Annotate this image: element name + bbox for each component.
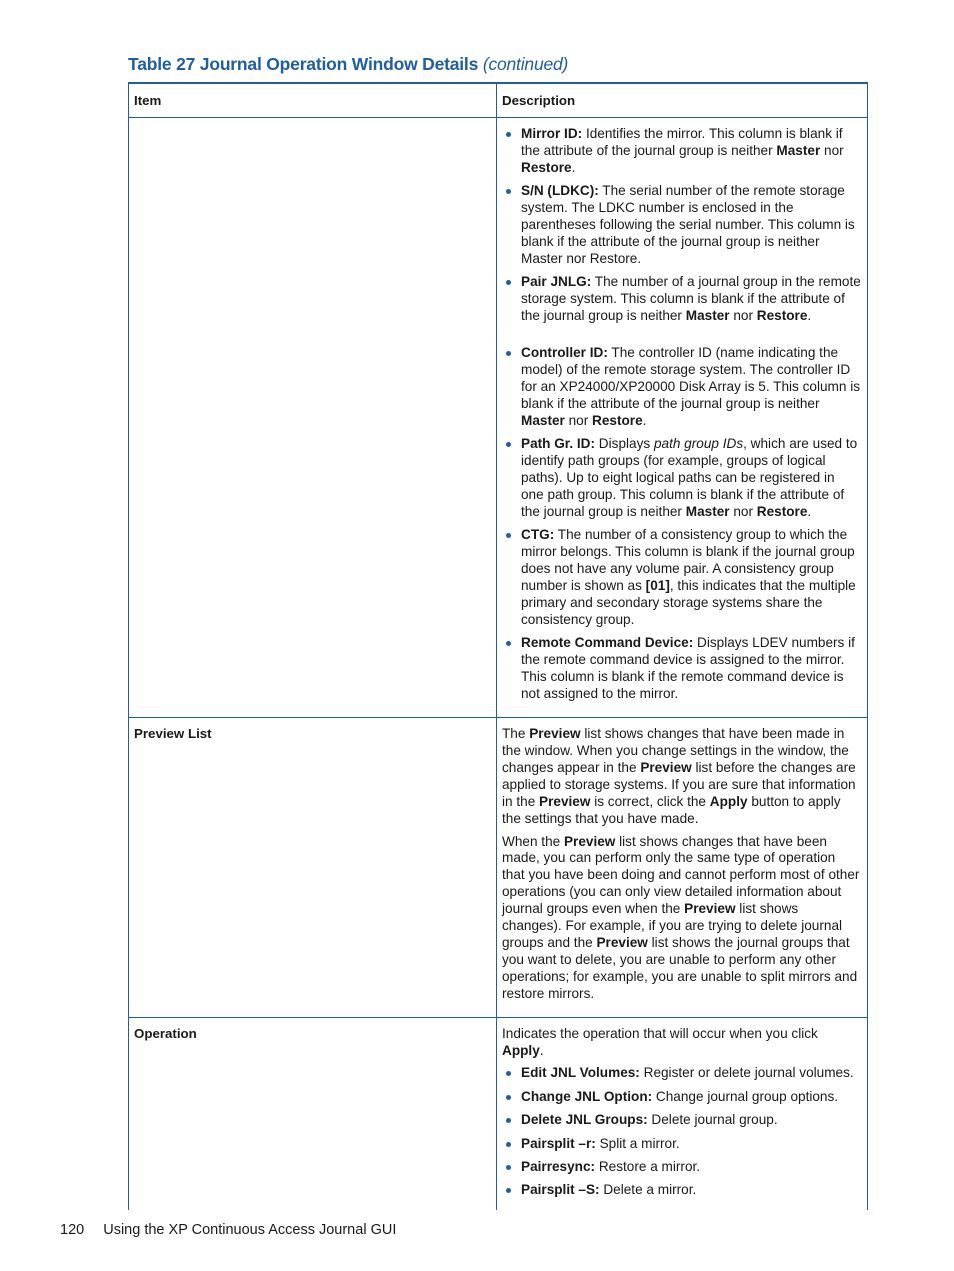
table-row <box>128 118 868 718</box>
list-item-term: Path Gr. ID: <box>521 436 596 451</box>
list-item-term: Pairsplit –S: <box>521 1182 600 1198</box>
list-item-term: Pairresync: <box>521 1159 596 1175</box>
row1-description <box>497 118 868 717</box>
page-number: 120 <box>60 1222 85 1238</box>
list-item: Remote Command Device: Displays LDEV numbers if the remote command device is assigned to the mirror. This column is blank if the remote command device is not assigned to the mirror. <box>502 635 861 703</box>
page-footer <box>60 1222 396 1238</box>
operation-intro: Indicates the operation that will occur when you click Apply. <box>502 1025 818 1058</box>
list-item-term: Edit JNL Volumes: <box>521 1065 640 1081</box>
footer-text: Using the XP Continuous Access Journal GUI <box>103 1222 397 1238</box>
list-item: Delete JNL Groups: Delete journal group. <box>502 1112 861 1129</box>
list-item: Edit JNL Volumes: Register or delete journal volumes. <box>502 1065 861 1082</box>
list-item: Path Gr. ID: Displays path group IDs, which are used to identify path groups (for example, groups of logical paths). Up to eight logical paths can be registered in one path group. This column is blank if the attribute of the journal group is neither Master nor Restore. <box>502 436 861 521</box>
list-item-term: Change JNL Option: <box>521 1088 653 1104</box>
list-item-term: S/N (LDKC): <box>521 183 599 199</box>
details-table <box>128 82 868 1210</box>
list-item: Pair JNLG: The number of a journal group in the remote storage system. This column is blank if the attribute of the journal group is neither Master nor Restore. <box>502 274 861 325</box>
operation-bullet-list <box>502 1065 861 1199</box>
list-item: Pairresync: Restore a mirror. <box>502 1159 861 1176</box>
list-item-term: Controller ID: <box>521 344 608 360</box>
table-continued: (continued) <box>482 54 569 74</box>
list-item-term: Delete JNL Groups: <box>521 1112 648 1128</box>
list-item-term: Mirror ID: <box>521 126 583 141</box>
table-title: Table 27 Journal Operation Window Details <box>128 54 479 74</box>
table-header-row <box>128 84 868 118</box>
row1-item <box>128 118 497 717</box>
list-item: Change JNL Option: Change journal group options. <box>502 1089 861 1106</box>
list-item-term: CTG: <box>521 527 555 543</box>
list-item: Mirror ID: Identifies the mirror. This column is blank if the attribute of the journal group is neither Master nor Restore. <box>502 126 861 177</box>
list-item: Pairsplit –S: Delete a mirror. <box>502 1182 861 1199</box>
list-item-term: Pairsplit –r: <box>521 1135 596 1151</box>
preview-paragraph-1: The Preview list shows changes that have been made in the window. When you change settings in the window, the changes appear in the Preview list before the changes are applied to storage systems. If you are sure that information in the Preview is correct, click the Apply button to apply the settings that you have made. <box>502 726 856 826</box>
row1-bullet-list <box>502 126 861 703</box>
list-item: S/N (LDKC): The serial number of the remote storage system. The LDKC number is enclosed in the parentheses following the serial number. This column is blank if the attribute of the journal group is neither Master nor Restore. <box>502 183 861 268</box>
list-item: Pairsplit –r: Split a mirror. <box>502 1136 861 1153</box>
preview-list-item: Preview List <box>128 718 497 1017</box>
list-item: Controller ID: The controller ID (name indicating the model) of the remote storage system. The controller ID for an XP24000/XP20000 Disk Array is 5. This column is blank if the attribute of the journal group is neither Master nor Restore. <box>502 345 861 430</box>
list-item-term: Pair JNLG: <box>521 274 592 290</box>
table-row <box>128 1018 868 1210</box>
table-row <box>128 718 868 1018</box>
preview-list-description <box>497 718 868 1017</box>
header-item: Item <box>128 84 497 117</box>
list-item: CTG: The number of a consistency group to which the mirror belongs. This column is blank if the journal group does not have any volume pair. A consistency group number is shown as [01], this indicates that the multiple primary and secondary storage systems share the consistency group. <box>502 527 861 628</box>
table-caption <box>128 54 568 75</box>
operation-description <box>497 1018 868 1210</box>
header-description: Description <box>497 84 868 117</box>
list-item-term: Remote Command Device: <box>521 634 694 650</box>
preview-paragraph-2: When the Preview list shows changes that have been made, you can perform only the same type of operation that you have been doing and cannot perform most of other operations (you can only view detailed information about journal groups even when the Preview list shows changes). For example, if you are trying to delete journal groups and the Preview list shows the journal groups that you want to delete, you are unable to perform any other operations; for example, you are unable to split mirrors and restore mirrors. <box>502 833 860 1001</box>
operation-item: Operation <box>128 1018 497 1210</box>
